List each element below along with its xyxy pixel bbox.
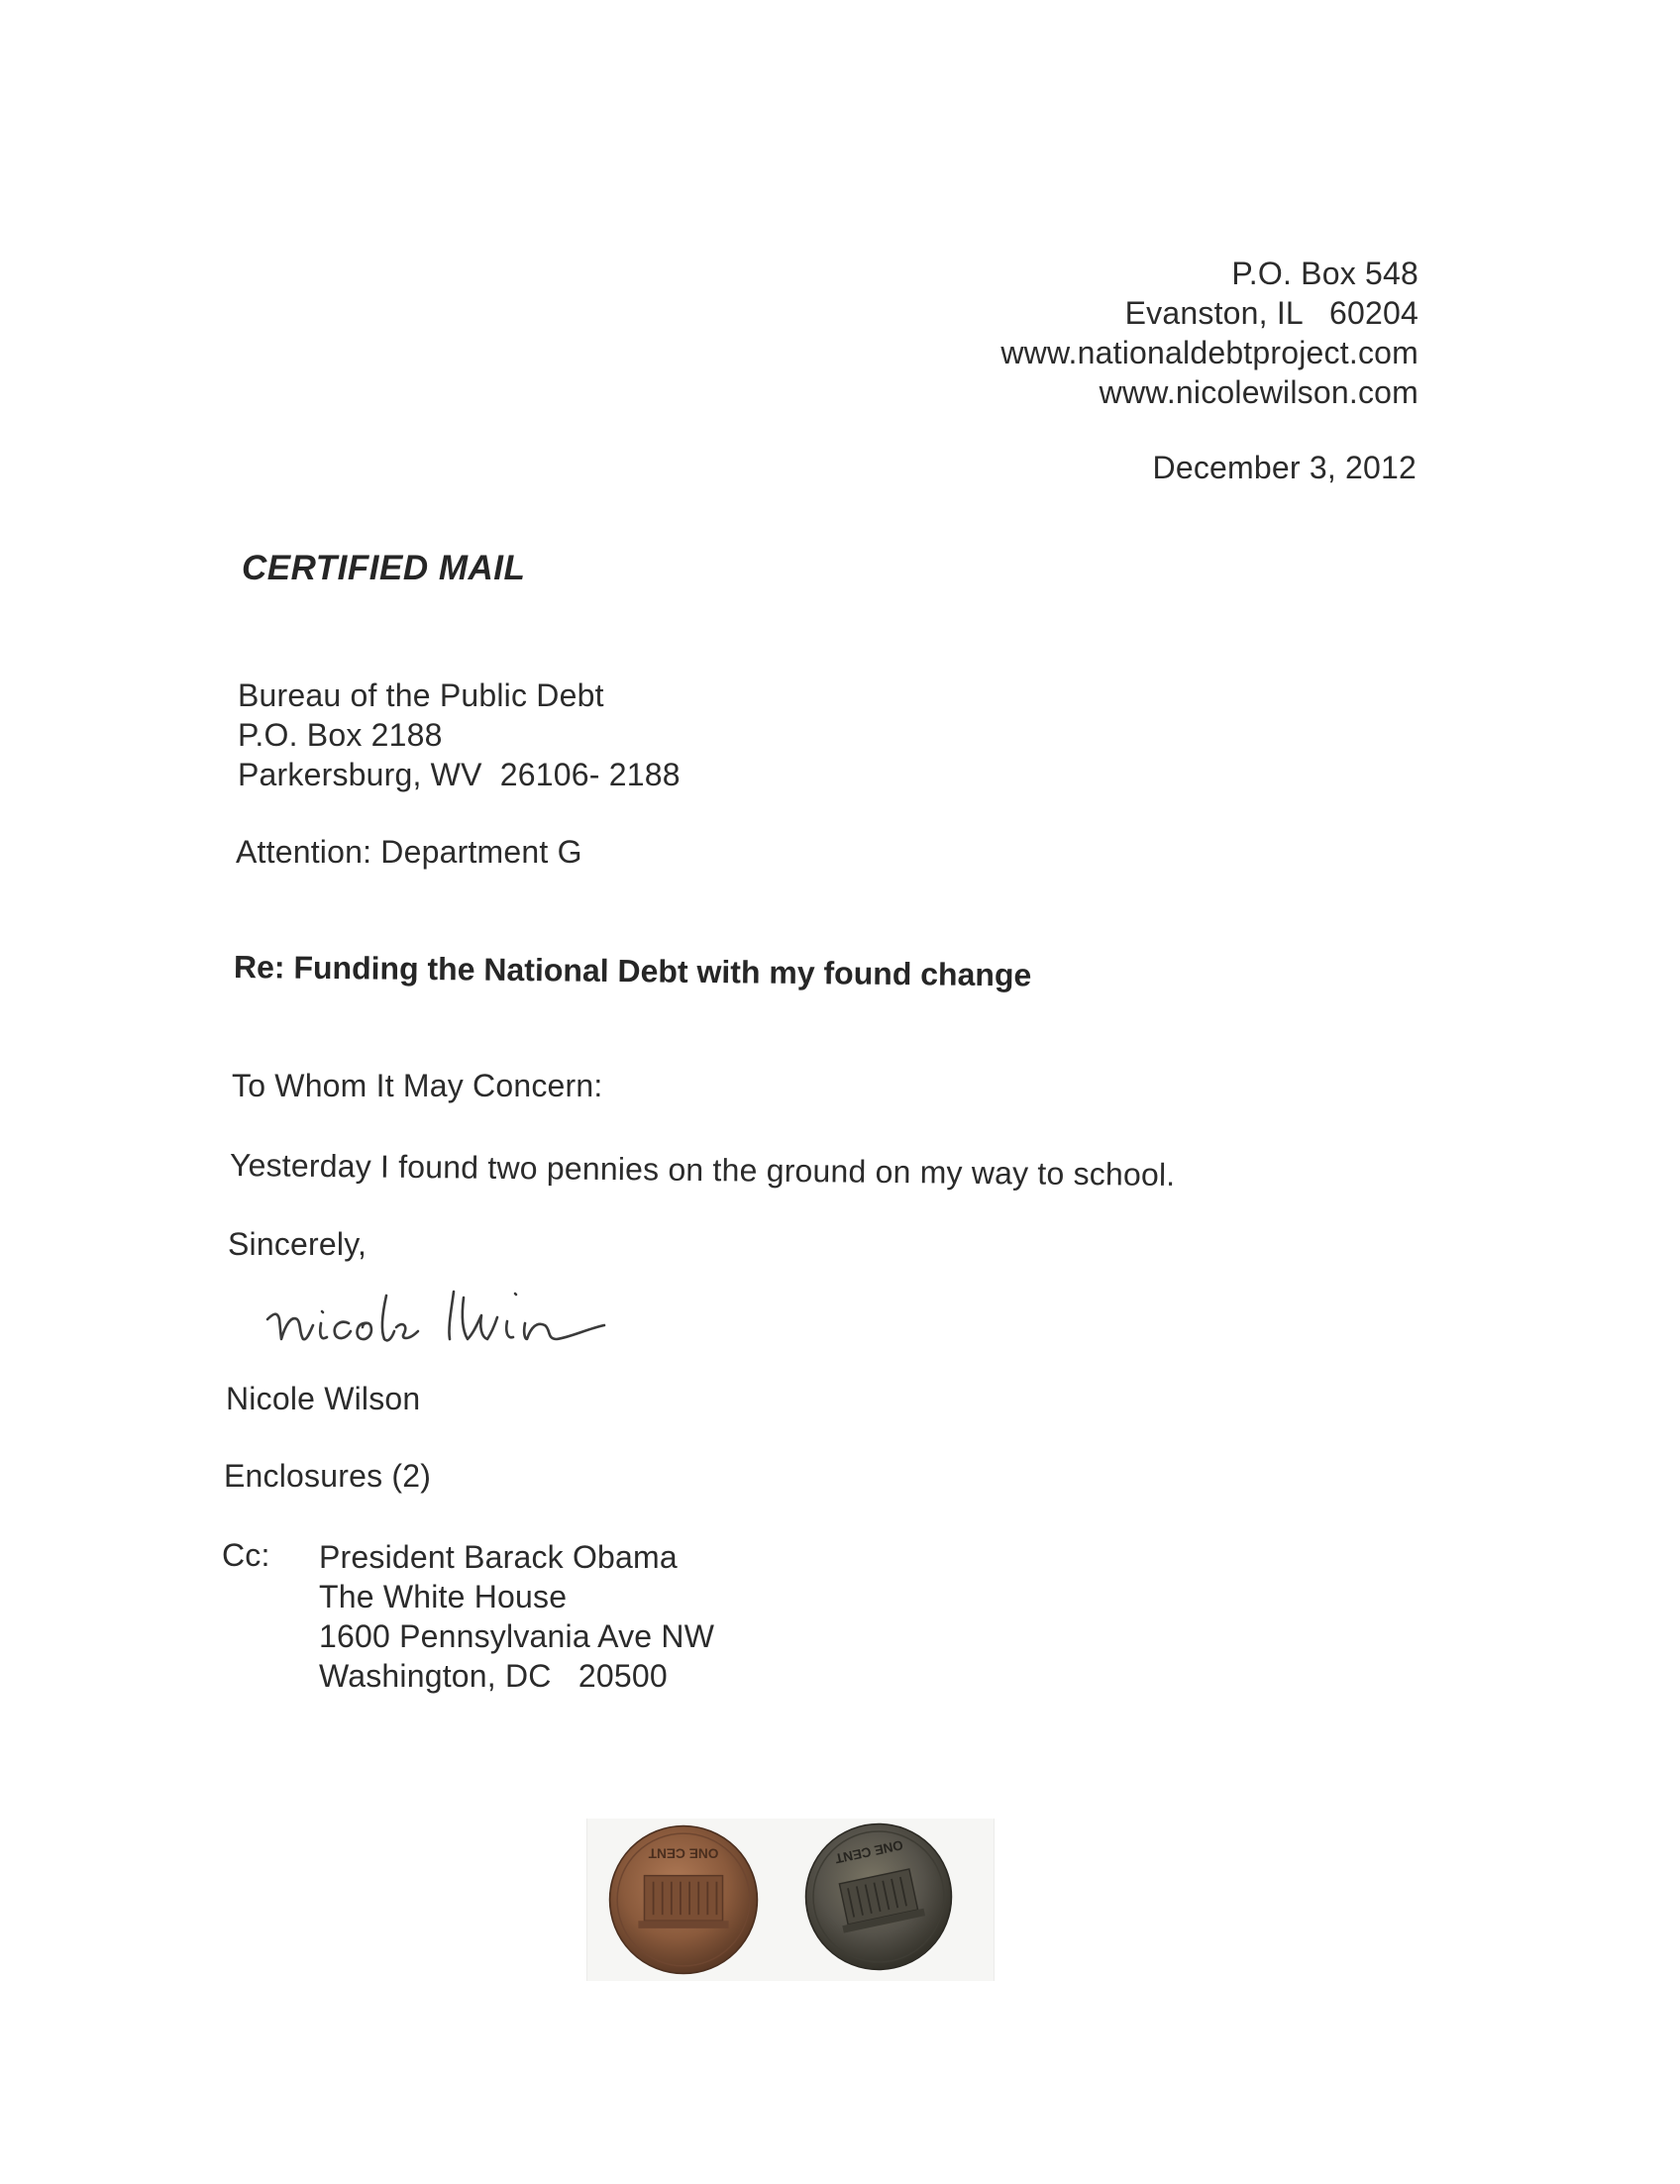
recipient-po-box: P.O. Box 2188 <box>238 717 443 753</box>
recipient-city-line: Parkersburg, WV 26106- 2188 <box>238 757 681 792</box>
sender-website-1: www.nationaldebtproject.com <box>1000 335 1418 370</box>
attention-line: Attention: Department G <box>236 834 582 870</box>
certified-mail-heading: CERTIFIED MAIL <box>242 549 526 587</box>
penny-image-1 <box>608 1824 759 1975</box>
enclosures-line: Enclosures (2) <box>224 1458 432 1494</box>
svg-text:ONE CENT: ONE CENT <box>833 1836 905 1867</box>
cc-label: Cc: <box>222 1537 270 1573</box>
closing: Sincerely, <box>228 1226 368 1262</box>
body-block <box>230 1145 1176 1195</box>
salutation-block <box>232 1066 603 1105</box>
subject-line: Re: Funding the National Debt with my found change <box>233 949 1032 993</box>
attention-block <box>236 832 582 872</box>
cc-label-block <box>222 1535 270 1575</box>
salutation: To Whom It May Concern: <box>232 1068 603 1103</box>
cc-address-1: The White House <box>319 1579 568 1614</box>
cc-address-2: 1600 Pennsylvania Ave NW <box>319 1618 715 1654</box>
cc-address-block <box>319 1537 714 1696</box>
enclosures-block <box>224 1456 431 1496</box>
sender-address-block <box>1000 254 1418 412</box>
sender-city-line: Evanston, IL 60204 <box>1124 295 1418 331</box>
cc-address-3: Washington, DC 20500 <box>319 1658 668 1694</box>
recipient-name: Bureau of the Public Debt <box>238 677 604 713</box>
letter-date: December 3, 2012 <box>1152 450 1417 485</box>
body-paragraph: Yesterday I found two pennies on the ground on my way to school. <box>229 1147 1176 1193</box>
closing-block <box>228 1224 367 1264</box>
svg-text:ONE CENT: ONE CENT <box>648 1845 719 1861</box>
handwritten-signature <box>260 1268 626 1357</box>
sender-po-box: P.O. Box 548 <box>1231 256 1418 291</box>
letter-date-block <box>1153 448 1417 487</box>
sender-website-2: www.nicolewilson.com <box>1099 374 1418 410</box>
cc-name: President Barack Obama <box>319 1539 678 1575</box>
signer-block <box>226 1379 420 1418</box>
penny-image-2 <box>804 1822 953 1971</box>
recipient-address-block <box>238 676 681 794</box>
signer-name: Nicole Wilson <box>226 1381 421 1416</box>
